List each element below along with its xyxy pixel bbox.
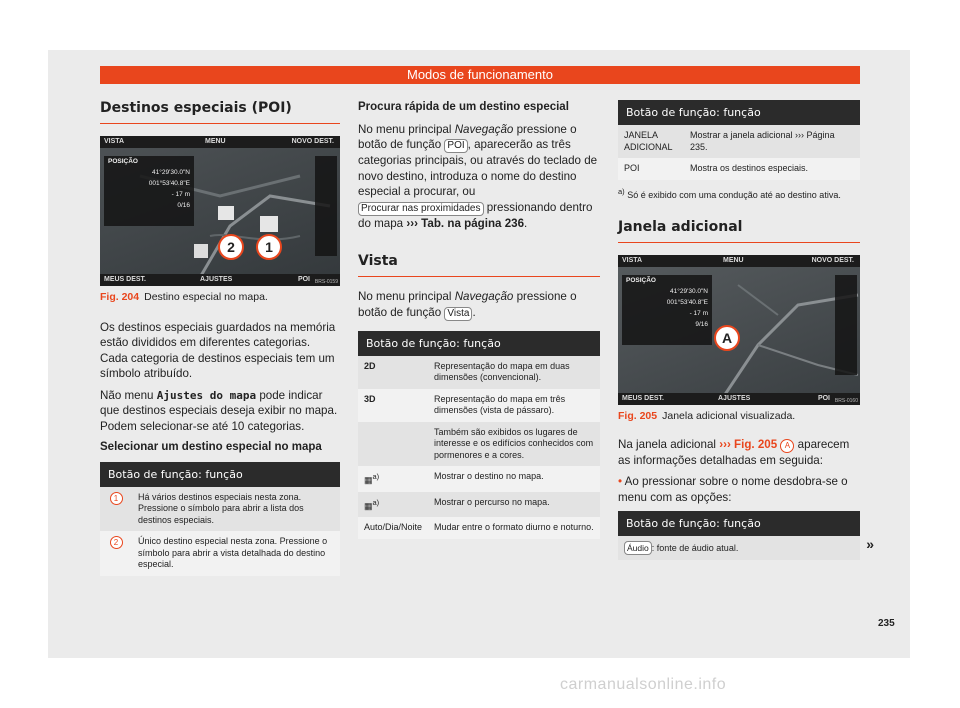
figure-204: [100, 136, 340, 286]
panel-lon: 001°53'40.8"E: [148, 180, 190, 187]
table-header: Botão de função: função: [618, 100, 860, 125]
text: pressionando dentro do mapa: [358, 200, 593, 230]
text: No menu principal: [358, 290, 452, 303]
panel-lon: 001°53'40.8"E: [666, 299, 708, 306]
row-text: Único destino especial nesta zona. Pressione o símbolo para abrir a vista detalhada do destino especial.: [132, 531, 340, 576]
continue-arrow: »: [866, 536, 874, 552]
subtitle: Selecionar um destino especial no mapa: [100, 441, 322, 453]
text: aparecem as informações detalhadas em seguida:: [618, 437, 850, 467]
position-panel: [104, 156, 194, 226]
route-icon: ▦$^{a)}$: [358, 492, 428, 518]
map-tab-vista[interactable]: VISTA: [622, 257, 643, 264]
row-key: [100, 531, 132, 576]
footnote-text: Só é exibido com uma condução até ao destino ativa.: [627, 189, 841, 200]
column-2: [358, 100, 600, 539]
title-rule: [100, 123, 340, 124]
poi-button[interactable]: POI: [444, 139, 467, 153]
figure-205: [618, 255, 860, 405]
table-row: [618, 125, 860, 158]
map-tab-novo-dest[interactable]: NOVO DEST.: [811, 257, 854, 264]
function-table: [358, 356, 600, 539]
map-tab-ajustes[interactable]: AJUSTES: [718, 395, 751, 402]
caption-label: Fig. 205: [618, 410, 658, 422]
section-header: Modos de funcionamento: [100, 66, 860, 84]
p2-text-b: pode indicar que destinos especiais deseja exibir no mapa. Podem selecionar-se até 10 categorias.: [100, 388, 338, 433]
row-text: Mostra os destinos especiais.: [684, 158, 860, 180]
title-rule: [618, 242, 860, 243]
table-row: [358, 517, 600, 539]
table-row: [358, 422, 600, 467]
map-tab-ajustes[interactable]: AJUSTES: [200, 276, 233, 283]
figure-ref: BRS-0159: [314, 279, 338, 285]
caption-text: Destino especial no mapa.: [144, 291, 268, 303]
caption-label: Fig. 204: [100, 291, 140, 303]
title-rule: [358, 276, 600, 277]
row-text: Há vários destinos especiais nesta zona. Pressione o símbolo para abrir a lista dos destinos especiais.: [132, 487, 340, 532]
bullet-item: • Ao pressionar sobre o nome desdobra-se o menu com as opções:: [618, 474, 860, 505]
map-top-bar: [100, 136, 340, 148]
column-3: [618, 100, 874, 560]
table-row: [618, 536, 874, 560]
marker-2: 2: [218, 234, 244, 260]
table-row: [358, 356, 600, 389]
number-badge: 2: [110, 536, 123, 549]
paragraph-2: [100, 388, 340, 435]
map-tab-meus-dest[interactable]: MEUS DEST.: [104, 276, 147, 283]
row-key: JANELA ADICIONAL: [618, 125, 684, 158]
text: , aparecerão as três categorias principais, ou através do teclado de novo destino, introduza o nome do destino especial a procurar, ou: [358, 138, 598, 198]
map-side-controls[interactable]: [315, 156, 337, 256]
map-top-bar: [618, 255, 860, 267]
section-title: Destinos especiais (POI): [100, 100, 292, 116]
search-nearby-button[interactable]: Procurar nas proximidades: [358, 202, 484, 216]
row-text: Também são exibidos os lugares de interesse e os edifícios conhecidos com pormenores e a cores.: [428, 422, 600, 467]
table-row: [100, 487, 340, 532]
paragraph-1: Os destinos especiais guardados na memória estão divididos em diferentes categorias. Cada categoria de destinos especiais tem um símbolo atribuído.: [100, 320, 336, 380]
audio-button[interactable]: Áudio: [624, 541, 652, 555]
map-tab-meus-dest[interactable]: MEUS DEST.: [622, 395, 665, 402]
row-key: Auto/Dia/Noite: [358, 517, 428, 539]
table-row: [358, 492, 600, 518]
panel-alt: - 17 m: [171, 191, 190, 198]
paragraph-vista: No menu principal Navegação pressione o botão de função Vista .: [358, 290, 577, 319]
menu-name: Navegação: [454, 290, 514, 303]
p2-text-a: Não menu: [100, 388, 154, 402]
watermark: carmanualsonline.info: [560, 676, 727, 693]
table-row: [358, 389, 600, 422]
map-side-controls[interactable]: [835, 275, 857, 375]
section-title: Vista: [358, 253, 398, 269]
subtitle: Procura rápida de um destino especial: [358, 101, 569, 113]
map-3d-icon: 3D: [358, 389, 428, 422]
footnote-mark: a): [618, 186, 625, 196]
map-tab-poi[interactable]: POI: [817, 395, 830, 402]
text: pressione o botão de função: [358, 122, 577, 151]
text: No menu principal: [358, 122, 452, 136]
figure-link[interactable]: ››› Fig. 205: [719, 437, 778, 451]
row-text: : fonte de áudio atual.: [651, 543, 739, 553]
panel-alt: - 17 m: [689, 310, 708, 317]
panel-lat: 41°29'30.0"N: [152, 169, 190, 176]
function-table: [618, 125, 860, 180]
position-panel: [622, 275, 712, 345]
row-text: Mostrar o percurso no mapa.: [428, 492, 600, 518]
figure-ref: BRS-0160: [834, 398, 858, 404]
paragraph-additional: [618, 437, 860, 469]
marker-a: A: [714, 325, 740, 351]
panel-gps: 0/16: [177, 202, 190, 209]
row-text: Representação do mapa em duas dimensões (convencional).: [428, 356, 600, 389]
map-tab-novo-dest[interactable]: NOVO DEST.: [291, 138, 334, 145]
map-tab-poi[interactable]: POI: [297, 276, 310, 283]
map-tab-vista[interactable]: VISTA: [104, 138, 125, 145]
table-header: Botão de função: função: [618, 511, 860, 536]
panel-gps: 9/16: [695, 321, 708, 328]
panel-lat: 41°29'30.0"N: [670, 288, 708, 295]
number-badge: 1: [110, 492, 123, 505]
map-tab-menu[interactable]: MENU: [205, 138, 226, 145]
column-1: [100, 100, 340, 576]
marker-1: 1: [256, 234, 282, 260]
footnote-ref: a): [372, 497, 380, 507]
figure-caption: [618, 409, 860, 425]
row-key: [100, 487, 132, 532]
panel-title: POSIÇÃO: [108, 158, 138, 165]
row-text: Mostrar a janela adicional ››› Página 235.: [684, 125, 860, 158]
row-text: Mudar entre o formato diurno e noturno.: [428, 517, 600, 539]
figure-caption: [100, 290, 340, 306]
table-row: [618, 158, 860, 180]
row-key: [358, 422, 428, 467]
table-row: [358, 466, 600, 492]
vista-button[interactable]: Vista: [444, 307, 472, 321]
row-text: Mostrar o destino no mapa.: [428, 466, 600, 492]
text: Na janela adicional: [618, 437, 716, 451]
map-tab-menu[interactable]: MENU: [723, 257, 744, 264]
menu-name: Navegação: [454, 122, 514, 136]
map-2d-icon: 2D: [358, 356, 428, 389]
row-text: Representação do mapa em três dimensões (vista de pássaro).: [428, 389, 600, 422]
table-row: [100, 531, 340, 576]
menu-name: Ajustes do mapa: [156, 388, 257, 402]
footnote-ref: a): [372, 472, 380, 481]
map-bottom-bar: [618, 393, 860, 405]
text: pressione o botão de função: [358, 290, 577, 319]
paragraph-quick-search: No menu principal Navegação pressione o botão de função POI , aparecerão as três categorias principais, ou através do teclado de novo destino, introduza o nome do destino especial a procurar, ou Procurar nas proximidades pressionando dentro do mapa ››› Tab. na página 236.: [358, 122, 598, 230]
map-bottom-bar: [100, 274, 340, 286]
destination-icon: ▦$^{a)}$: [358, 466, 428, 492]
table-header: Botão de função: função: [100, 462, 340, 487]
table-link[interactable]: ››› Tab. na página 236: [406, 216, 525, 230]
panel-title: POSIÇÃO: [626, 277, 656, 284]
page-number: 235: [878, 618, 895, 629]
function-table: [100, 487, 340, 576]
table-header: Botão de função: função: [358, 331, 600, 356]
key-badge: A: [780, 439, 794, 453]
caption-text: Janela adicional visualizada.: [662, 410, 796, 422]
section-title: Janela adicional: [618, 219, 743, 235]
row-key: POI: [618, 158, 684, 180]
footnote: [618, 186, 860, 202]
